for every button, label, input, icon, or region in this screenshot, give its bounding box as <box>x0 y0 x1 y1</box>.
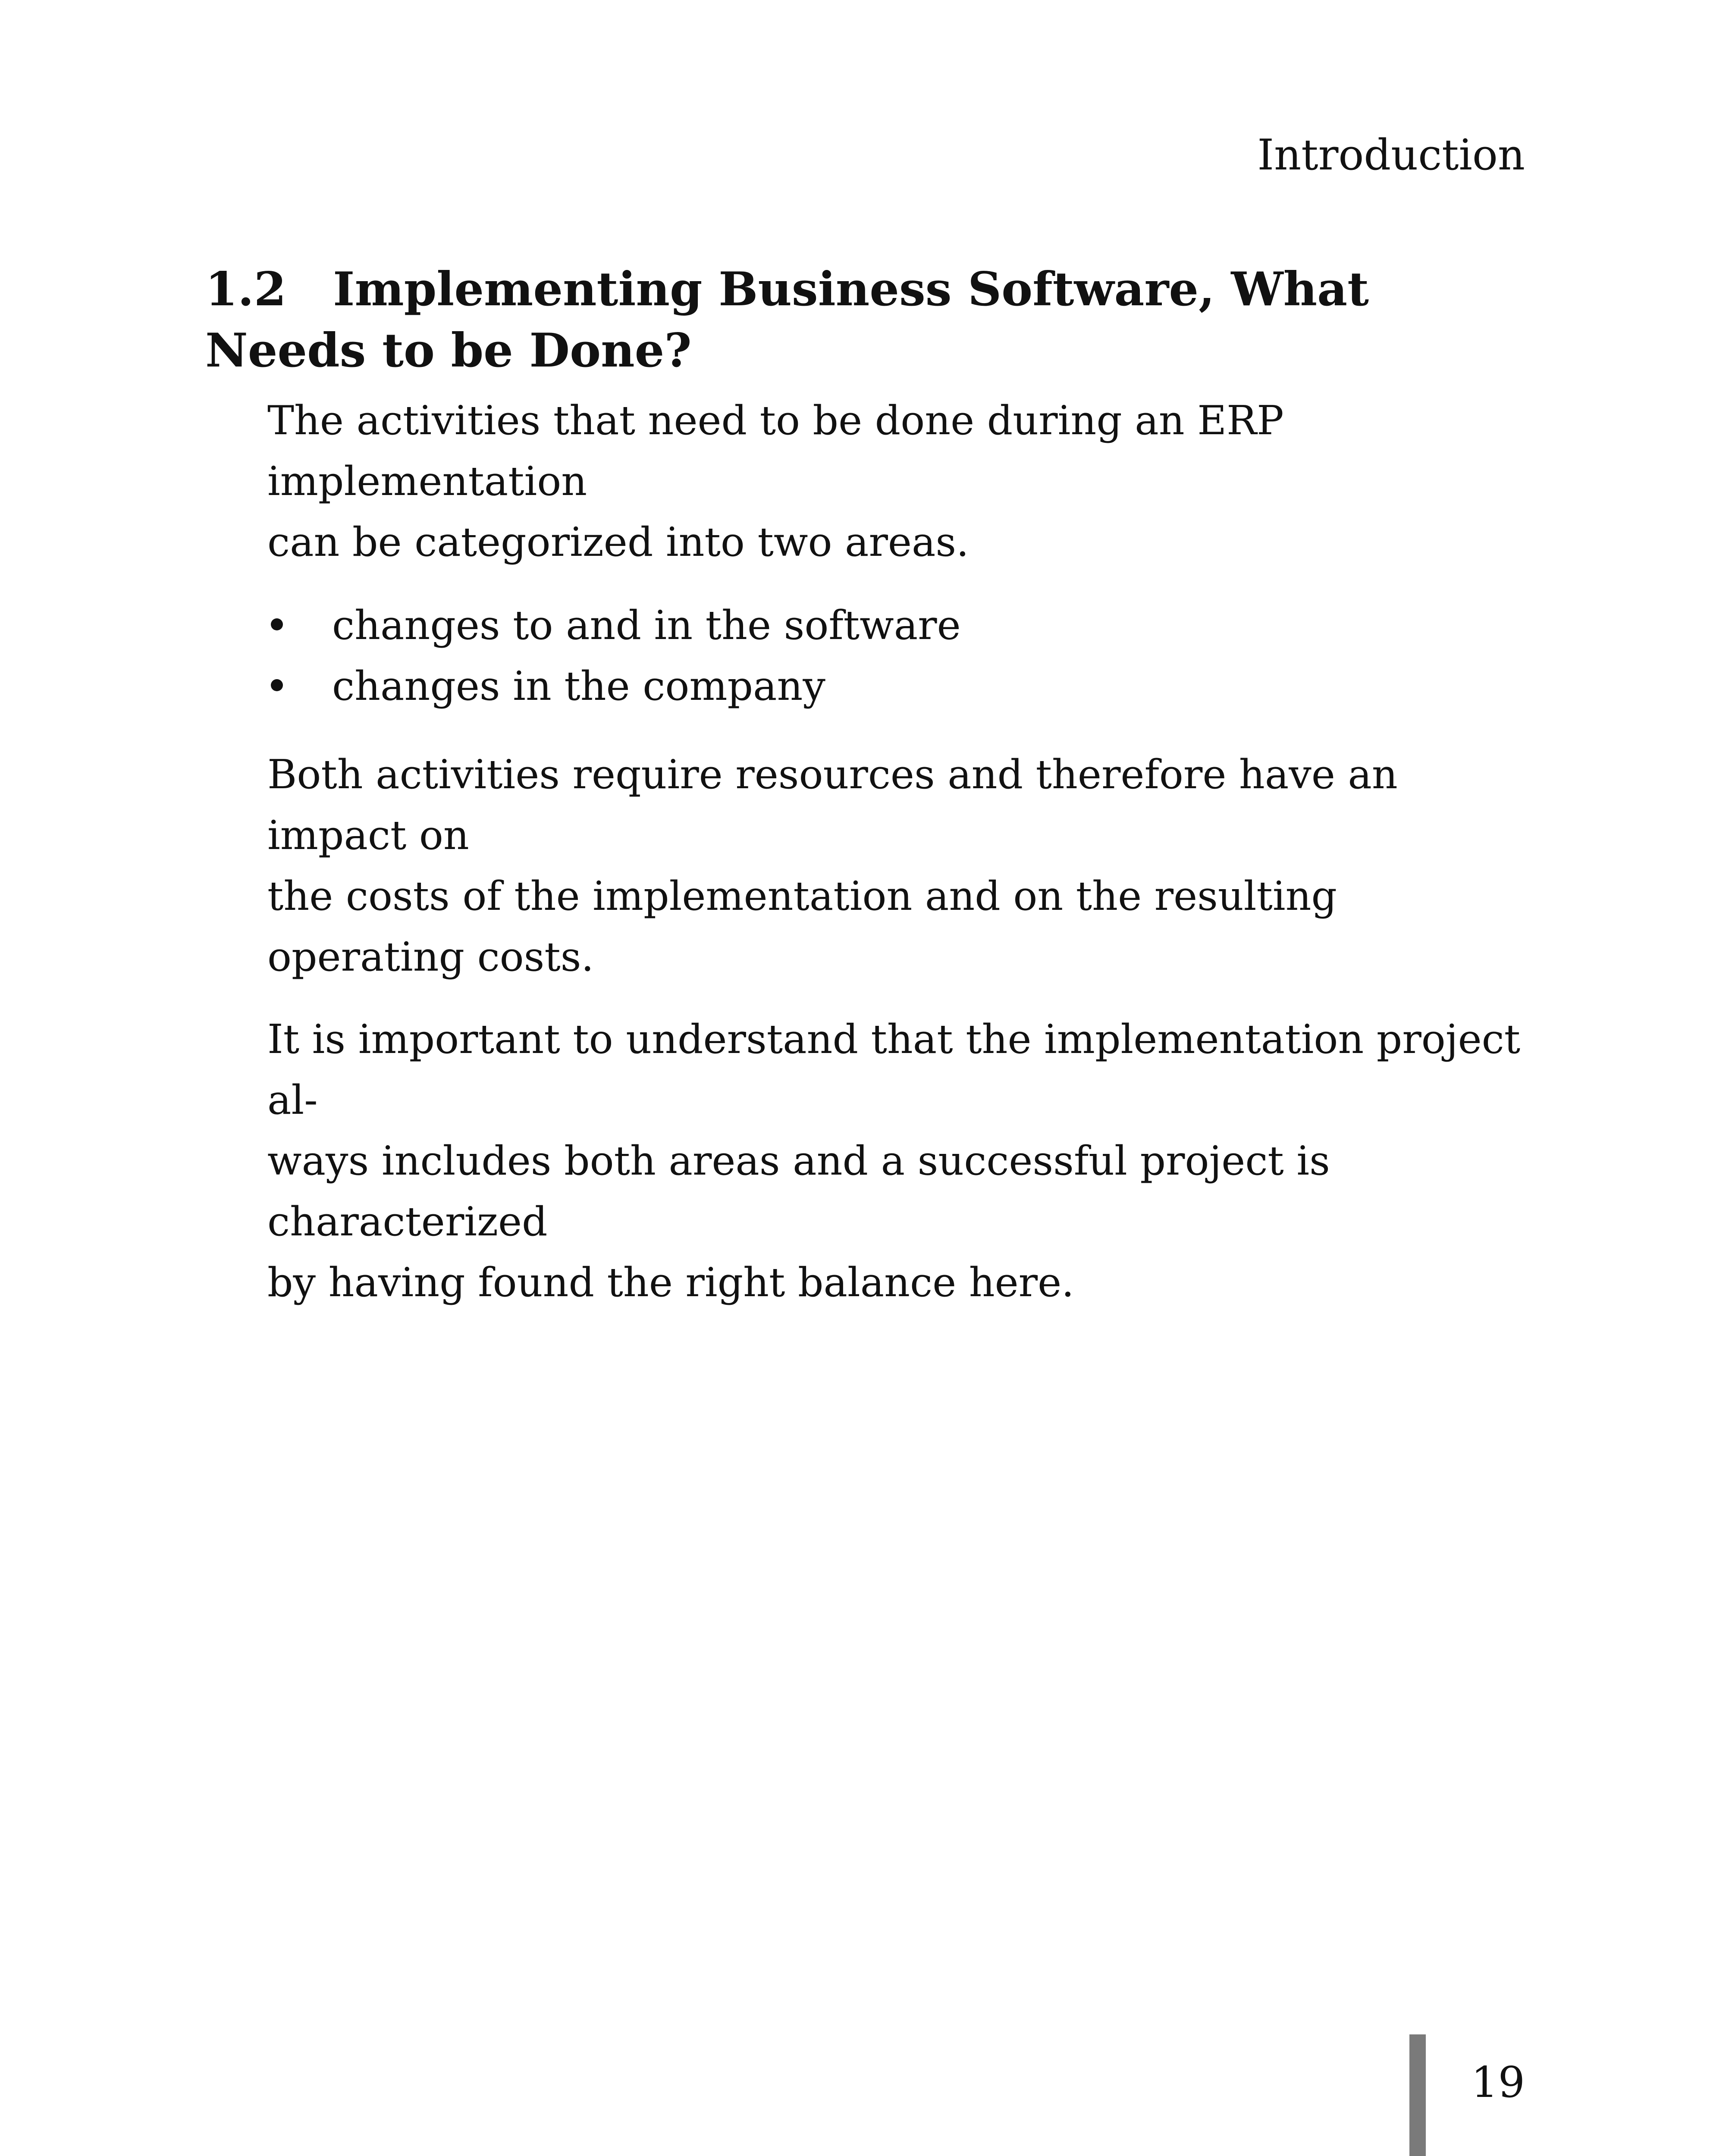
running-header: Introduction <box>1257 131 1525 180</box>
intro-paragraph <box>267 390 1544 573</box>
page-number-bar <box>1409 2034 1426 2156</box>
para3-line-3: by having found the right balance here. <box>267 1259 1074 1306</box>
list-item-text: changes in the company <box>332 663 825 709</box>
section-heading <box>205 259 1542 381</box>
page-number: 19 <box>1471 2058 1525 2107</box>
resources-paragraph <box>267 744 1544 987</box>
bullet-icon <box>271 679 283 691</box>
list-item-text: changes to and in the software <box>332 602 961 649</box>
list-item <box>267 656 1544 717</box>
list-item <box>267 595 1544 656</box>
balance-paragraph <box>267 1009 1544 1313</box>
section-title: Implementing Business Software, What Needs to be Done? <box>205 262 1369 378</box>
section-number: 1.2 <box>205 262 286 317</box>
intro-line-2: can be categorized into two areas. <box>267 519 969 565</box>
intro-line-1: The activities that need to be done during an ERP implementation <box>267 397 1284 505</box>
para3-line-1: It is important to understand that the implementation project al- <box>267 1016 1521 1123</box>
para2-line-2: the costs of the implementation and on the resulting operating costs. <box>267 873 1337 980</box>
bullet-list <box>267 595 1544 717</box>
para2-line-1: Both activities require resources and therefore have an impact on <box>267 751 1398 859</box>
para3-line-2: ways includes both areas and a successful project is characterized <box>267 1138 1330 1245</box>
body-text <box>267 390 1544 1313</box>
bullet-icon <box>271 618 283 630</box>
